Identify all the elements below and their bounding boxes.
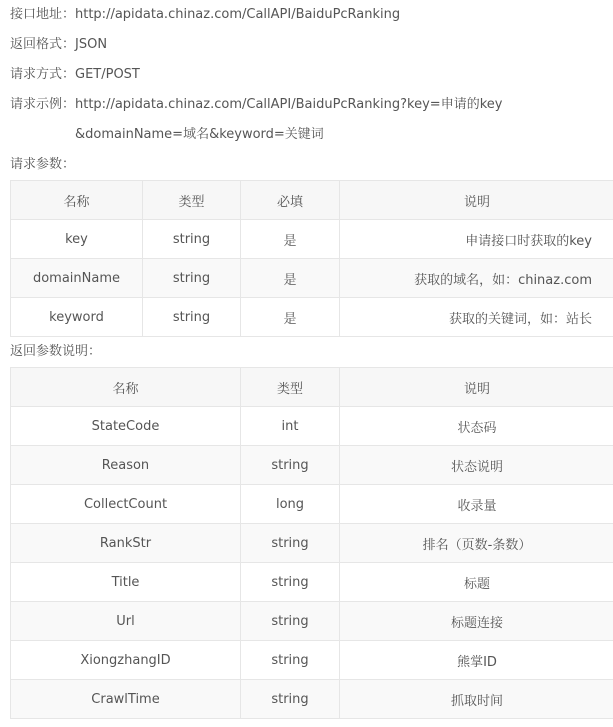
param-type: string xyxy=(143,220,241,259)
table-header-row xyxy=(11,181,613,220)
field-name: Url xyxy=(11,602,241,641)
header-type: 类型 xyxy=(143,181,241,220)
api-endpoint: 接口地址：http://apidata.chinaz.com/CallAPI/BaiduPcRanking xyxy=(10,7,401,22)
param-name: domainName xyxy=(11,259,143,298)
table-row xyxy=(11,407,613,446)
param-type: string xyxy=(143,259,241,298)
field-name: CrawlTime xyxy=(11,680,241,719)
field-type: string xyxy=(241,641,340,680)
field-description: 标题连接 xyxy=(340,602,613,641)
table-row xyxy=(11,680,613,719)
request-example-continued: &domainName=域名&keyword=关键词 xyxy=(75,127,324,142)
header-required: 必填 xyxy=(241,181,340,220)
param-description: 获取的关键词，如：站长 xyxy=(340,298,613,337)
param-required: 是 xyxy=(241,259,340,298)
field-description: 抓取时间 xyxy=(340,680,613,719)
field-type: string xyxy=(241,563,340,602)
param-type: string xyxy=(143,298,241,337)
field-description: 标题 xyxy=(340,563,613,602)
request-method: 请求方式：GET/POST xyxy=(10,67,140,82)
field-description: 熊掌ID xyxy=(340,641,613,680)
table-row xyxy=(11,602,613,641)
header-name: 名称 xyxy=(11,181,143,220)
table-row xyxy=(11,298,613,337)
field-description: 状态码 xyxy=(340,407,613,446)
field-description: 收录量 xyxy=(340,485,613,524)
param-required: 是 xyxy=(241,298,340,337)
field-type: string xyxy=(241,446,340,485)
table-row xyxy=(11,524,613,563)
table-row xyxy=(11,446,613,485)
return-format: 返回格式：JSON xyxy=(10,37,108,52)
field-type: string xyxy=(241,602,340,641)
field-name: StateCode xyxy=(11,407,241,446)
table-row xyxy=(11,220,613,259)
field-type: string xyxy=(241,524,340,563)
header-type: 类型 xyxy=(241,368,340,407)
field-name: Title xyxy=(11,563,241,602)
header-description: 说明 xyxy=(340,368,613,407)
param-required: 是 xyxy=(241,220,340,259)
table-row xyxy=(11,641,613,680)
header-description: 说明 xyxy=(340,181,613,220)
table-row xyxy=(11,485,613,524)
param-name: key xyxy=(11,220,143,259)
param-description: 申请接口时获取的key xyxy=(340,220,613,259)
field-type: long xyxy=(241,485,340,524)
request-example: 请求示例：http://apidata.chinaz.com/CallAPI/BaiduPcRanking?key=申请的key xyxy=(10,97,503,112)
field-name: XiongzhangID xyxy=(11,641,241,680)
response-params-title: 返回参数说明： xyxy=(10,344,102,359)
table-row xyxy=(11,563,613,602)
field-description: 排名（页数-条数） xyxy=(340,524,613,563)
field-type: string xyxy=(241,680,340,719)
field-description: 状态说明 xyxy=(340,446,613,485)
header-name: 名称 xyxy=(11,368,241,407)
response-params-table xyxy=(10,367,613,719)
param-name: keyword xyxy=(11,298,143,337)
request-params-table xyxy=(10,180,613,337)
field-name: Reason xyxy=(11,446,241,485)
field-name: CollectCount xyxy=(11,485,241,524)
request-params-title: 请求参数： xyxy=(10,157,76,172)
table-row xyxy=(11,259,613,298)
param-description: 获取的域名，如：chinaz.com xyxy=(340,259,613,298)
field-type: int xyxy=(241,407,340,446)
table-header-row xyxy=(11,368,613,407)
field-name: RankStr xyxy=(11,524,241,563)
